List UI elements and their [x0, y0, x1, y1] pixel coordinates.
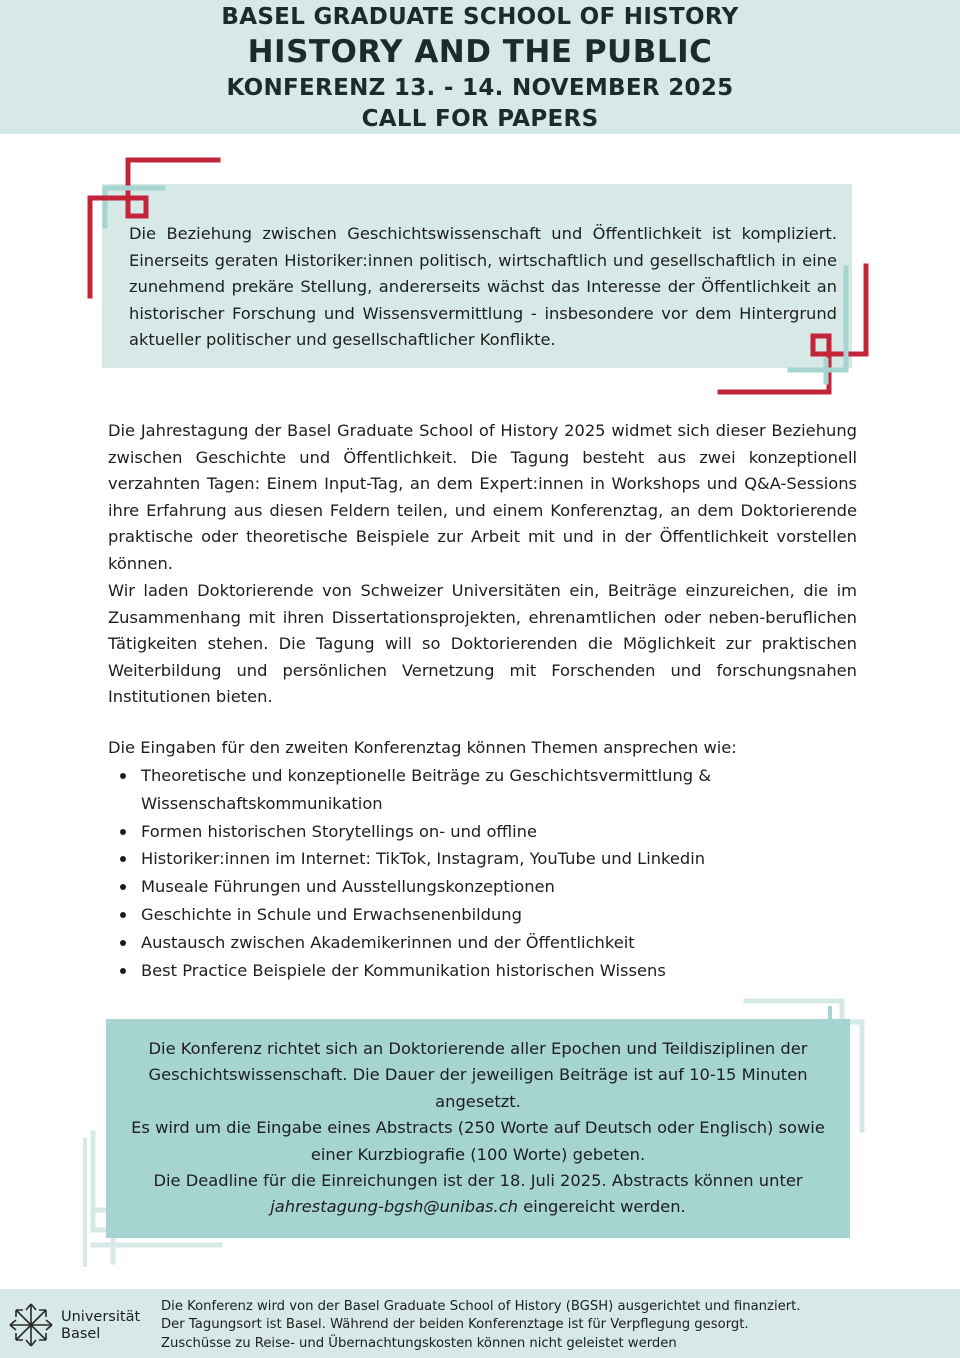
conference-title: HISTORY AND THE PUBLIC: [247, 34, 713, 70]
deadline-and-contact: Die Deadline für die Einreichungen ist der 18. Juli 2025. Abstracts können unter jahrestagung-bgsh@unibas.ch eingereicht werden.: [153, 1171, 803, 1217]
footer-notes: [161, 1298, 801, 1353]
bullet-icon: [120, 829, 126, 835]
school-name: BASEL GRADUATE SCHOOL OF HISTORY: [221, 4, 739, 30]
body-paragraph-1: Die Jahrestagung der Basel Graduate School of History 2025 widmet sich dieser Beziehung zwischen Geschichte und Öffentlichkeit. Die Tagung besteht aus zwei konzeptionell verzahnten Tagen: Einem Input-Tag, an dem Expert:innen in Workshops und Q&A-Sessions ihre Erfahrung aus diesen Feldern teilen, und einem Konferenztag, an dem Doktorierende praktische oder theoretische Beispiele zur Arbeit mit und in der Öffentlichkeit vorstellen können.: [108, 421, 857, 573]
topics-intro: Die Eingaben für den zweiten Konferenztag können Themen ansprechen wie:: [108, 738, 737, 757]
bullet-icon: [120, 912, 126, 918]
topics-list: [108, 762, 808, 984]
list-item: Historiker:innen im Internet: TikTok, Instagram, YouTube und Linkedin: [108, 845, 808, 873]
info-text: [128, 1036, 828, 1221]
university-logo-text: Universität Basel: [61, 1309, 141, 1342]
university-logo-icon: [6, 1300, 56, 1350]
audience-and-duration: Die Konferenz richtet sich an Doktorierende aller Epochen und Teildisziplinen der Geschichtswissenschaft. Die Dauer der jeweiligen Beiträge ist auf 10-15 Minuten angesetzt.: [148, 1039, 808, 1111]
bullet-icon: [120, 940, 126, 946]
body-paragraph-2: Wir laden Doktorierende von Schweizer Universitäten ein, Beiträge einzureichen, die im Zusammenhang mit ihren Dissertationsprojekten, ehrenamtlichen oder neben-beruflichen Tätigkeiten stehen. Die Tagung will so Doktorierenden die Möglichkeit zur praktischen Weiterbildung und persönlichen Vernetzung mit Forschenden und forschungsnahen Institutionen bieten.: [108, 581, 857, 707]
list-item: Museale Führungen und Ausstellungskonzeptionen: [108, 873, 808, 901]
list-item: Best Practice Beispiele der Kommunikation historischen Wissens: [108, 957, 808, 985]
bullet-icon: [120, 968, 126, 974]
email-link[interactable]: jahrestagung-bgsh@unibas.ch: [270, 1197, 518, 1217]
list-item: Theoretische und konzeptionelle Beiträge zu Geschichtsvermittlung & Wissenschaftskommunikation: [108, 762, 808, 818]
list-item: Formen historischen Storytellings on- und offline: [108, 818, 808, 846]
list-item: Geschichte in Schule und Erwachsenenbildung: [108, 901, 808, 929]
list-item: Austausch zwischen Akademikerinnen und der Öffentlichkeit: [108, 929, 808, 957]
bullet-icon: [120, 856, 126, 862]
call-for-papers-heading: CALL FOR PAPERS: [361, 106, 599, 132]
footer-line-organizer: Die Konferenz wird von der Basel Graduate School of History (BGSH) ausgerichtet und finanziert.: [161, 1299, 801, 1314]
submission-requirements: Es wird um die Eingabe eines Abstracts (250 Worte auf Deutsch oder Englisch) sowie einer Kurzbiografie (100 Worte) gebeten.: [131, 1118, 825, 1164]
footer-line-costs: Zuschüsse zu Reise- und Übernachtungskosten können nicht geleistet werden: [161, 1335, 677, 1351]
intro-paragraph: Die Beziehung zwischen Geschichtswissenschaft und Öffentlichkeit ist kompliziert. Einerseits geraten Historiker:innen politisch, wirtschaftlich und gesellschaftlich in eine zunehmend prekäre Stellung, andererseits wächst das Interesse der Öffentlichkeit an historischer Forschung und Wissensvermittlung - insbesondere vor dem Hintergrund aktueller politischer und gesellschaftlicher Konflikte.: [129, 224, 837, 349]
bullet-icon: [120, 773, 126, 779]
conference-date: KONFERENZ 13. - 14. NOVEMBER 2025: [226, 75, 734, 101]
bullet-icon: [120, 884, 126, 890]
footer-line-venue: Der Tagungsort ist Basel. Während der beiden Konferenztage ist für Verpflegung gesorgt.: [161, 1317, 749, 1333]
